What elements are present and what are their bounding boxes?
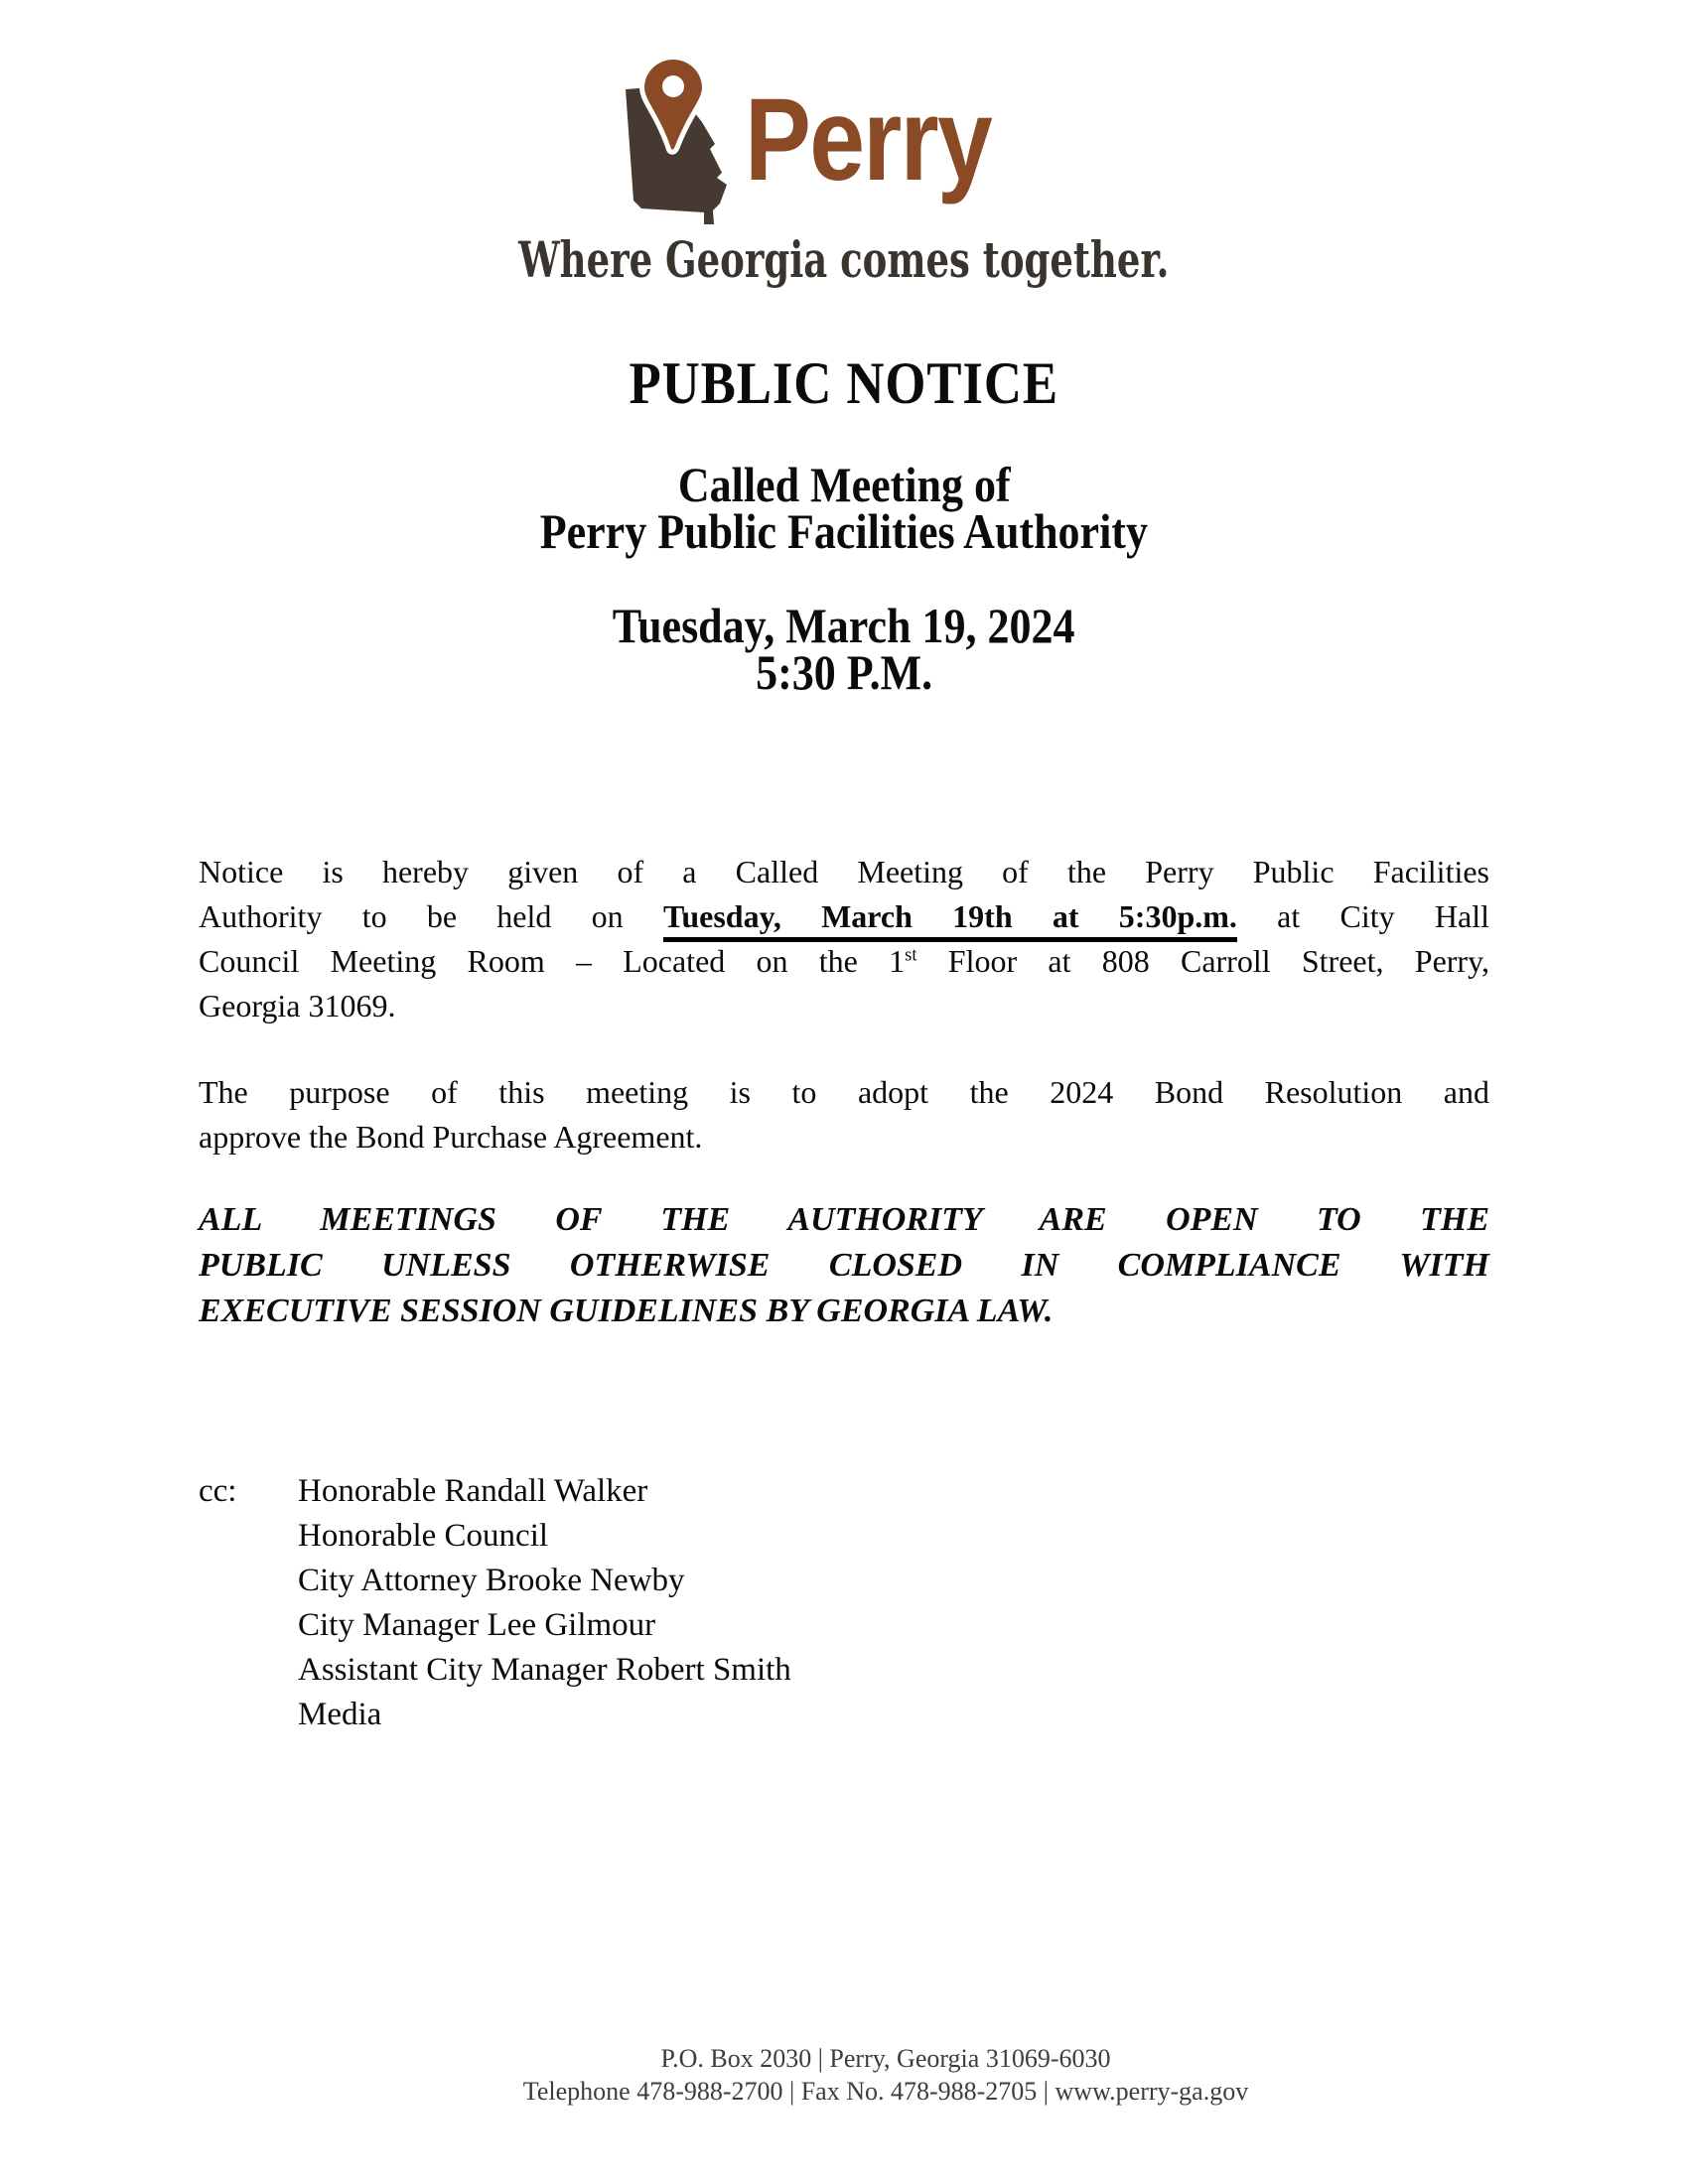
cc-label: cc:	[199, 1473, 237, 1509]
cc-recipient: City Manager Lee Gilmour	[298, 1607, 656, 1643]
cc-recipient: Media	[298, 1697, 382, 1732]
p2-line2: approve the Bond Purchase Agreement.	[199, 1119, 703, 1155]
cc-recipient: Honorable Council	[298, 1518, 549, 1554]
city-logo	[626, 56, 1035, 226]
footer-contact-line: Telephone 478-988-2700 | Fax No. 478-988-2705 | www.perry-ga.gov	[522, 2077, 1249, 2106]
meeting-time: 5:30 P.M.	[755, 644, 933, 700]
ordinal-superscript: st	[905, 944, 917, 966]
meeting-datetime-emphasis: Tuesday, March 19th at 5:30p.m.	[663, 898, 1237, 942]
notice-title-text: PUBLIC NOTICE	[629, 350, 1059, 416]
letterhead-footer	[0, 2042, 1688, 2108]
p3-line3: EXECUTIVE SESSION GUIDELINES BY GEORGIA LAW.	[199, 1293, 1054, 1329]
p1-line1: Notice is hereby given of a Called Meeting of the Perry Public Facilities	[199, 854, 1489, 889]
georgia-state-pin-icon	[626, 56, 729, 226]
footer-address-line: P.O. Box 2030 | Perry, Georgia 31069-6030	[660, 2044, 1111, 2073]
paragraph-open-meetings-statement	[199, 1197, 1489, 1334]
cc-recipient: Honorable Randall Walker	[298, 1473, 648, 1509]
cc-recipient-list	[298, 1469, 1489, 1737]
meeting-heading-line2: Perry Public Facilities Authority	[539, 503, 1149, 559]
paragraph-meeting-purpose	[199, 1070, 1489, 1160]
paragraph-notice-details	[199, 850, 1489, 1028]
meeting-heading-line1: Called Meeting of	[677, 457, 1011, 512]
p3-line2: PUBLIC UNLESS OTHERWISE CLOSED IN COMPLIANCE WITH	[199, 1247, 1489, 1284]
p2-line1: The purpose of this meeting is to adopt the 2024 Bond Resolution and	[199, 1074, 1489, 1110]
logo-wordmark: Perry	[745, 74, 992, 205]
notice-title	[0, 350, 1688, 416]
cc-recipient: Assistant City Manager Robert Smith	[298, 1652, 791, 1688]
pin-hole	[662, 75, 684, 97]
cc-block	[199, 1469, 1489, 1737]
logo-tagline: Where Georgia comes together.	[518, 230, 1170, 289]
letterhead	[0, 56, 1688, 288]
meeting-date: Tuesday, March 19, 2024	[613, 598, 1075, 653]
p3-line1: ALL MEETINGS OF THE AUTHORITY ARE OPEN TO THE	[199, 1201, 1489, 1238]
cc-recipient: City Attorney Brooke Newby	[298, 1563, 685, 1598]
p1-line3: Council Meeting Room – Located on the 1st Floor at 808 Carroll Street, Perry,	[199, 943, 1490, 979]
p1-line4: Georgia 31069.	[199, 988, 396, 1024]
p1-line2: Authority to be held on Tuesday, March 19th at 5:30p.m. at City Hall	[199, 894, 1489, 939]
